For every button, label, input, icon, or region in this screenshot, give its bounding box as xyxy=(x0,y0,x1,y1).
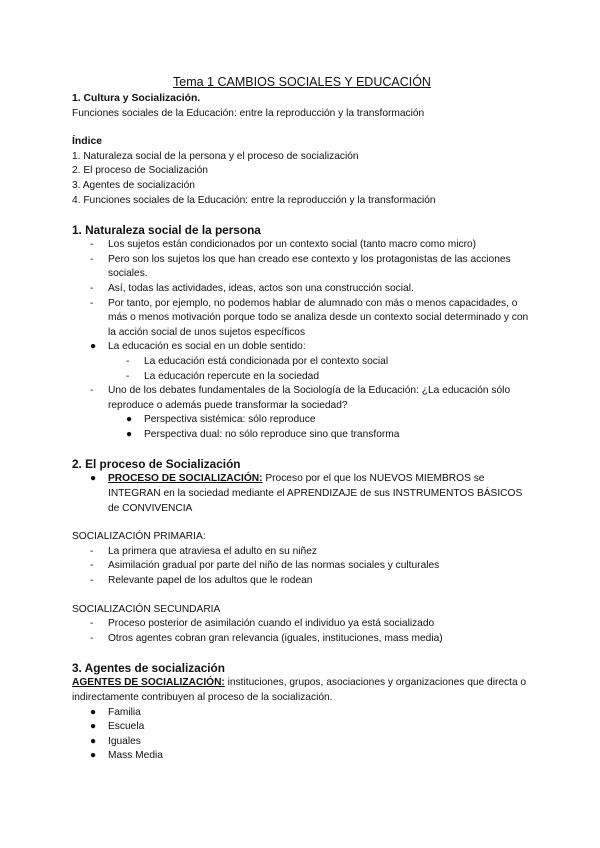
agents-list xyxy=(72,706,532,764)
index-item: 3. Agentes de socialización xyxy=(72,179,195,191)
secondary-socialization-label: SOCIALIZACIÓN SECUNDARIA xyxy=(72,603,221,615)
list-item: - Otros agentes cobran gran relevancia (iguales, instituciones, mass media) xyxy=(72,632,532,647)
dash-marker: - xyxy=(90,632,94,644)
list-item: - Proceso posterior de asimilación cuando el individuo ya está socializado xyxy=(72,617,532,632)
bullet-icon: ● xyxy=(90,473,97,485)
dash-marker: - xyxy=(90,239,94,251)
index-heading: Índice xyxy=(72,136,103,148)
list-item: ● Mass Media xyxy=(72,749,532,764)
agents-definition xyxy=(72,676,532,705)
list-item: - Asimilación gradual por parte del niño de las normas sociales y culturales xyxy=(72,559,532,574)
dash-marker: - xyxy=(90,575,94,587)
dash-marker: - xyxy=(90,282,94,294)
dash-marker: - xyxy=(90,297,94,309)
page-title: Tema 1 CAMBIOS SOCIALES Y EDUCACIÓN xyxy=(173,75,431,89)
list-item: - Uno de los debates fundamentales de la Sociología de la Educación: ¿La educación sólo reproduce o además puede transformar la sociedad? xyxy=(90,385,511,411)
index-item: 1. Naturaleza social de la persona y el proceso de socialización xyxy=(72,150,359,162)
list-item: ● Perspectiva dual: no sólo reproduce sino que transforma xyxy=(72,428,532,443)
list-item: - Pero son los sujetos los que han creado ese contexto y los protagonistas de las acciones sociales. xyxy=(90,253,511,280)
list-item: - Los sujetos están condicionados por un contexto social (tanto macro como micro) xyxy=(72,238,532,253)
dash-marker: - xyxy=(126,355,130,367)
list-item: - La educación repercute en la sociedad xyxy=(72,370,532,385)
bullet-icon: ● xyxy=(90,735,97,747)
list-item: - Relevante papel de los adultos que le rodean xyxy=(72,574,532,589)
list-item: - La educación está condicionada por el contexto social xyxy=(72,355,532,370)
dash-marker: - xyxy=(90,253,94,265)
document-page xyxy=(72,74,532,764)
bullet-icon: ● xyxy=(90,750,97,762)
definition-text: Proceso por el que los NUEVOS MIEMBROS se INTEGRAN en la sociedad mediante el APRENDIZAJE de sus INSTRUMENTOS BÁSICOS de CONVIVENCIA xyxy=(108,473,523,514)
index-item: 4. Funciones sociales de la Educación: entre la reproducción y la transformación xyxy=(72,194,436,206)
section2-heading: 2. El proceso de Socialización xyxy=(72,457,241,472)
bullet-icon: ● xyxy=(126,428,133,440)
bullet-icon: ● xyxy=(90,706,97,718)
section3-heading: 3. Agentes de socialización xyxy=(72,661,225,676)
list-item: ● Iguales xyxy=(72,735,532,750)
list-item: - Por tanto, por ejemplo, no podemos hablar de alumnado con más o menos capacidades, o más o menos motivación porque todo se analiza desde un contexto social determinado y con la acción social de unos sujetos específicos xyxy=(90,297,529,338)
list-item: ● La educación es social en un doble sentido: xyxy=(72,340,532,355)
dash-marker: - xyxy=(126,370,130,382)
dash-marker: - xyxy=(90,560,94,572)
bullet-icon: ● xyxy=(126,414,133,426)
section1-list xyxy=(72,238,532,442)
primary-socialization-label: SOCIALIZACIÓN PRIMARIA: xyxy=(72,531,206,543)
dash-marker: - xyxy=(90,385,94,397)
definition-term: AGENTES DE SOCIALIZACIÓN: xyxy=(72,677,225,689)
dash-marker: - xyxy=(90,545,94,557)
definition-text: instituciones, grupos, asociaciones y organizaciones que directa o indirectamente contribuyen al proceso de la socialización. xyxy=(72,677,527,703)
section1-heading: 1. Naturaleza social de la persona xyxy=(72,223,261,238)
list-item: ● Familia xyxy=(72,706,532,721)
list-item: ● Escuela xyxy=(72,720,532,735)
dash-marker: - xyxy=(90,618,94,630)
definition-item xyxy=(72,472,532,516)
section2-definition xyxy=(72,472,532,516)
list-item: ● Perspectiva sistémica: sólo reproduce xyxy=(72,413,532,428)
definition-term: PROCESO DE SOCIALIZACIÓN: xyxy=(108,473,263,485)
list-item: - La primera que atraviesa el adulto en su niñez xyxy=(72,545,532,560)
list-item: - Así, todas las actividades, ideas, actos son una construcción social. xyxy=(72,282,532,297)
index-item: 2. El proceso de Socialización xyxy=(72,165,208,177)
part1-heading: 1. Cultura y Socialización. xyxy=(72,93,201,104)
part1-subtitle: Funciones sociales de la Educación: entre la reproducción y la transformación xyxy=(72,107,425,119)
secondary-socialization-list xyxy=(72,617,532,646)
bullet-icon: ● xyxy=(90,721,97,733)
bullet-icon: ● xyxy=(90,341,97,353)
primary-socialization-list xyxy=(72,545,532,589)
